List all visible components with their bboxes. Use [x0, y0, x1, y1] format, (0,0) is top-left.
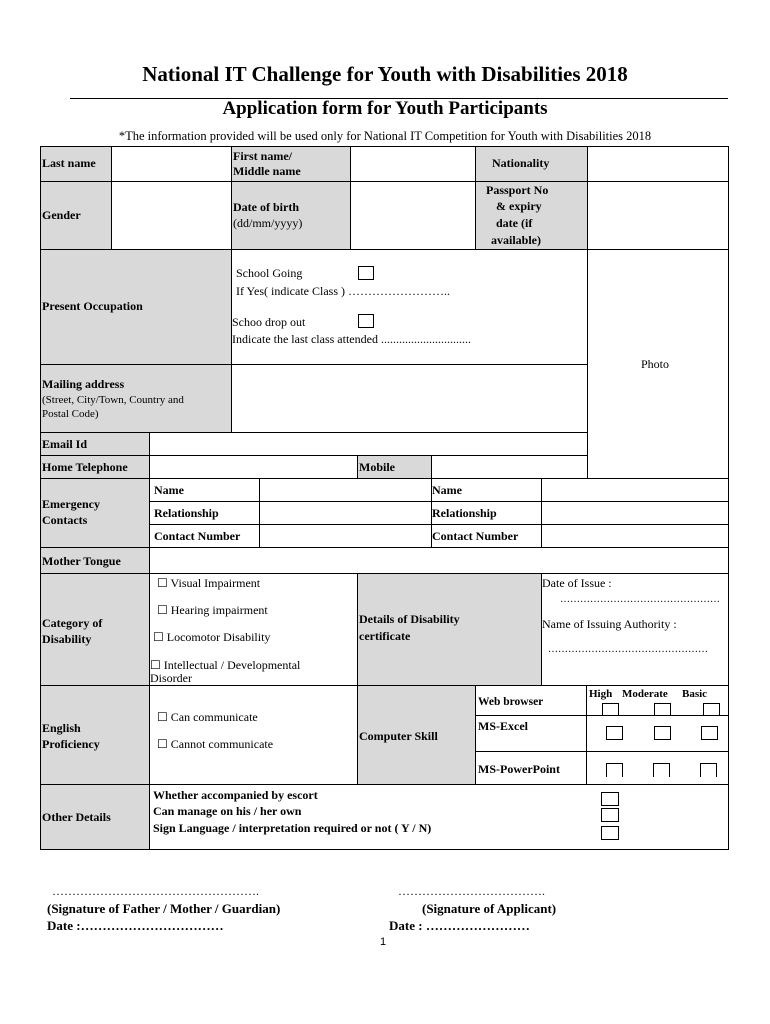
- form-subtitle: Application form for Youth Participants: [222, 98, 548, 119]
- class-indicator-label: If Yes( indicate Class ) ……………………..: [236, 284, 450, 298]
- escort-checkbox[interactable]: [601, 792, 619, 806]
- passport-field[interactable]: [587, 181, 729, 250]
- occupation-label: Present Occupation: [42, 299, 143, 313]
- nationality-field[interactable]: [587, 146, 729, 182]
- intellectual-disability-option[interactable]: ☐ Intellectual / Developmental: [150, 658, 301, 672]
- sign-language-checkbox[interactable]: [601, 826, 619, 840]
- form-note: *The information provided will be used only for National IT Competition for Youth with Disabilities 2018: [118, 129, 652, 143]
- school-dropout-checkbox[interactable]: [358, 314, 374, 328]
- ms-excel-basic-checkbox[interactable]: [701, 726, 718, 740]
- emergency-label-cell: [40, 478, 150, 548]
- english-label-2: Proficiency: [42, 737, 100, 751]
- level-basic-label: Basic: [682, 688, 708, 700]
- other-details-cell: [149, 784, 729, 850]
- web-browser-high-checkbox[interactable]: [602, 703, 619, 715]
- visual-impairment-option[interactable]: ☐ Visual Impairment: [157, 576, 261, 590]
- ec2-name-field[interactable]: [541, 478, 729, 502]
- school-going-label: School Going: [236, 266, 303, 280]
- certificate-label-1: Details of Disability: [359, 612, 460, 626]
- ec2-name-label-cell: [431, 478, 542, 502]
- can-communicate-option[interactable]: ☐ Can communicate: [157, 710, 258, 724]
- hearing-impairment-option[interactable]: ☐ Hearing impairment: [157, 603, 268, 617]
- guardian-date-label[interactable]: Date :……………………………: [47, 918, 224, 933]
- mailing-hint-1: (Street, City/Town, Country and: [42, 394, 184, 406]
- mailing-field[interactable]: [231, 364, 588, 433]
- occupation-label-cell: [40, 249, 232, 365]
- gender-field[interactable]: [111, 181, 232, 250]
- ec1-contact-field[interactable]: [259, 524, 432, 548]
- level-high-label: High: [589, 688, 613, 700]
- passport-label-cell: [475, 181, 588, 250]
- category-label-cell: [40, 573, 150, 686]
- mailing-hint-2: Postal Code): [42, 408, 99, 420]
- computer-skill-label: Computer Skill: [359, 729, 438, 743]
- date-of-issue-dots: …………………………………………: [560, 594, 720, 605]
- sign-language-label: Sign Language / interpretation required or not ( Y / N): [153, 821, 432, 835]
- category-label-2: Disability: [42, 632, 92, 646]
- web-browser-basic-checkbox[interactable]: [703, 703, 720, 715]
- ec2-relationship-field[interactable]: [541, 501, 729, 525]
- middle-name-label: Middle name: [233, 164, 301, 178]
- ec2-contact-label-cell: [431, 524, 542, 548]
- ec1-relationship-label-cell: [149, 501, 260, 525]
- school-going-checkbox[interactable]: [358, 266, 374, 280]
- form-title: National IT Challenge for Youth with Disabilities 2018: [142, 62, 628, 86]
- last-name-label: Last name: [42, 156, 96, 170]
- photo-label: Photo: [641, 357, 670, 371]
- last-class-label: Indicate the last class attended ..............................: [232, 332, 471, 346]
- nationality-label-cell: [475, 146, 588, 182]
- guardian-signature-label: (Signature of Father / Mother / Guardian): [47, 901, 281, 916]
- ms-powerpoint-label-cell: [475, 751, 587, 785]
- gender-label: Gender: [42, 208, 81, 222]
- cannot-communicate-option[interactable]: ☐ Cannot communicate: [157, 737, 274, 751]
- certificate-label-cell: [357, 573, 542, 686]
- ec1-name-label-cell: [149, 478, 260, 502]
- certificate-label-2: certificate: [359, 629, 411, 643]
- issuing-authority-label: Name of Issuing Authority :: [542, 617, 677, 631]
- ec1-contact-label: Contact Number: [154, 529, 241, 543]
- email-label: Email Id: [42, 437, 88, 451]
- intellectual-disability-option-cont: Disorder: [150, 671, 192, 685]
- ec2-relationship-label-cell: [431, 501, 542, 525]
- mother-tongue-field[interactable]: [149, 547, 729, 574]
- web-browser-levels: [586, 685, 729, 716]
- mobile-field[interactable]: [431, 455, 588, 479]
- dob-field[interactable]: [350, 181, 476, 250]
- manage-own-checkbox[interactable]: [601, 808, 619, 822]
- ms-powerpoint-moderate-checkbox[interactable]: [653, 763, 670, 777]
- nationality-label: Nationality: [492, 156, 550, 170]
- ms-excel-moderate-checkbox[interactable]: [654, 726, 671, 740]
- ms-excel-label-cell: [475, 715, 587, 752]
- level-moderate-label: Moderate: [622, 688, 668, 700]
- computer-skill-label-cell: [357, 685, 476, 785]
- escort-label: Whether accompanied by escort: [153, 788, 318, 802]
- photo-box[interactable]: [587, 249, 729, 479]
- first-name-field[interactable]: [350, 146, 476, 182]
- certificate-details-cell[interactable]: [541, 573, 729, 686]
- email-label-cell: [40, 432, 150, 456]
- page-number: 1: [380, 936, 387, 948]
- english-label-1: English: [42, 721, 81, 735]
- ec2-name-label: Name: [432, 483, 462, 497]
- web-browser-label: Web browser: [478, 696, 544, 708]
- last-name-field[interactable]: [111, 146, 232, 182]
- english-label-cell: [40, 685, 150, 785]
- other-details-label-cell: [40, 784, 150, 850]
- english-options-cell: [149, 685, 358, 785]
- passport-label-4: available): [491, 233, 541, 247]
- ec2-contact-field[interactable]: [541, 524, 729, 548]
- ms-powerpoint-label: MS-PowerPoint: [478, 762, 560, 776]
- ms-excel-levels: [586, 715, 729, 752]
- occupation-field: [231, 249, 588, 365]
- category-label-1: Category of: [42, 616, 103, 630]
- web-browser-label-cell: [475, 685, 587, 716]
- dob-label-cell: [231, 181, 351, 250]
- mailing-label-cell: [40, 364, 232, 433]
- ec1-name-label: Name: [154, 483, 184, 497]
- email-field[interactable]: [149, 432, 588, 456]
- passport-label-2: & expiry: [496, 199, 542, 213]
- passport-label-3: date (if: [496, 216, 533, 230]
- dob-label: Date of birth: [233, 200, 299, 214]
- mailing-label: Mailing address: [42, 377, 125, 391]
- mother-tongue-label: Mother Tongue: [42, 554, 121, 568]
- ms-powerpoint-basic-checkbox[interactable]: [700, 763, 717, 777]
- home-tel-label-cell: [40, 455, 150, 479]
- locomotor-disability-option[interactable]: ☐ Locomotor Disability: [153, 630, 271, 644]
- mother-tongue-label-cell: [40, 547, 150, 574]
- ec2-relationship-label: Relationship: [432, 506, 497, 520]
- other-details-label: Other Details: [42, 810, 111, 824]
- applicant-date-label[interactable]: Date : ……………………: [389, 918, 530, 933]
- guardian-signature-line[interactable]: …………………………………………….: [52, 884, 259, 898]
- date-of-issue-label: Date of Issue :: [542, 576, 612, 590]
- mobile-label-cell: [357, 455, 432, 479]
- gender-label-cell: [40, 181, 112, 250]
- first-name-label: First name/: [233, 149, 292, 163]
- first-name-label-cell: [231, 146, 351, 182]
- ms-powerpoint-levels: [586, 751, 729, 785]
- ms-powerpoint-high-checkbox[interactable]: [606, 763, 623, 777]
- school-dropout-label: Schoo drop out: [232, 315, 306, 329]
- ms-excel-high-checkbox[interactable]: [606, 726, 623, 740]
- last-name-label-cell: [40, 146, 112, 182]
- manage-own-label: Can manage on his / her own: [153, 804, 302, 818]
- category-options-cell: [149, 573, 358, 686]
- emergency-label-1: Emergency: [42, 497, 100, 511]
- ms-excel-label: MS-Excel: [478, 719, 528, 733]
- dob-format-label: (dd/mm/yyyy): [233, 216, 303, 230]
- web-browser-moderate-checkbox[interactable]: [654, 703, 671, 715]
- ec1-relationship-label: Relationship: [154, 506, 219, 520]
- emergency-label-2: Contacts: [42, 513, 88, 527]
- home-tel-field[interactable]: [149, 455, 358, 479]
- ec1-name-field[interactable]: [259, 478, 432, 502]
- home-tel-label: Home Telephone: [42, 460, 128, 474]
- ec1-contact-label-cell: [149, 524, 260, 548]
- applicant-signature-label: (Signature of Applicant): [422, 901, 557, 916]
- issuing-authority-dots: …………………………………………: [548, 644, 708, 655]
- mobile-label: Mobile: [359, 460, 395, 474]
- applicant-signature-line[interactable]: ……………………………….: [398, 884, 545, 898]
- passport-label-1: Passport No: [486, 183, 549, 197]
- ec2-contact-label: Contact Number: [432, 529, 519, 543]
- ec1-relationship-field[interactable]: [259, 501, 432, 525]
